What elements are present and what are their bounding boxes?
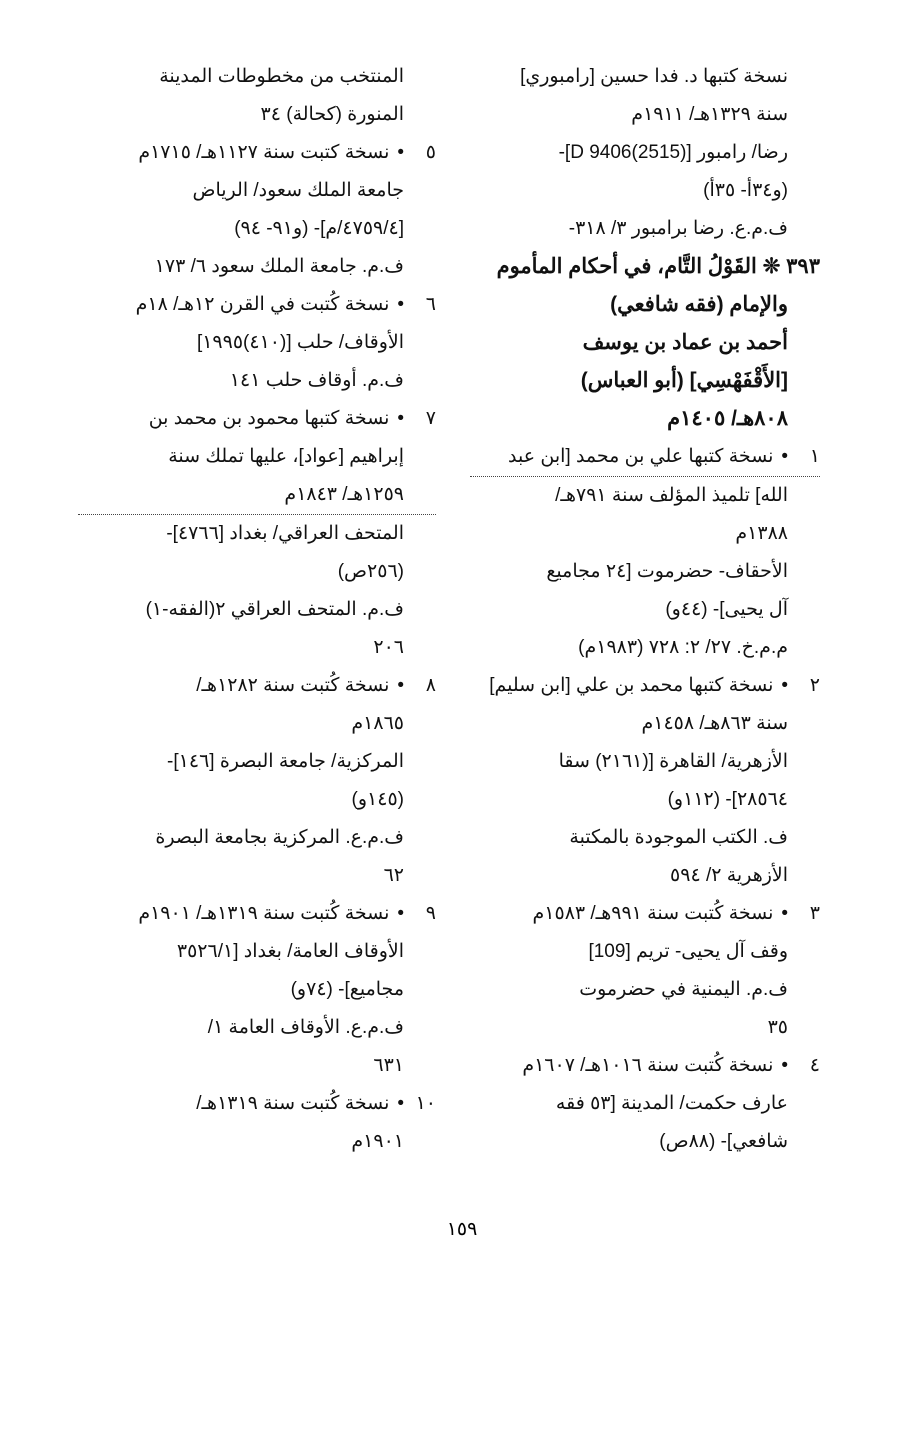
item-line: ف.م.ع. المركزية بجامعة البصرة (155, 827, 404, 848)
item-line: ف. الكتب الموجودة بالمكتبة (569, 827, 788, 848)
item-line: م.م.خ. ٢٧/ ٢: ٧٢٨ (١٩٨٣م) (578, 637, 788, 658)
item-line: ٦٣١ (373, 1055, 404, 1076)
list-item (78, 667, 436, 705)
item-line: الأوقاف العامة/ بغداد [٣٥٢٦/١ (176, 941, 404, 962)
item-line: نسخة كتبها محمد بن علي [ابن سليم] (489, 675, 774, 696)
item-line: ٦٢ (383, 865, 404, 886)
entry-heading (470, 248, 820, 286)
item-line: نسخة كُتبت سنة ١٣١٩هـ/ (196, 1093, 390, 1114)
item-number: ٩ (425, 903, 436, 924)
item-line: نسخة كُتبت في القرن ١٢هـ/ ١٨م (135, 294, 390, 315)
list-item (470, 895, 820, 933)
item-line: ١٩٠١م (351, 1131, 404, 1152)
item-line: نسخة كُتبت سنة ٩٩١هـ/ ١٥٨٣م (532, 903, 774, 924)
item-line: المركزية/ جامعة البصرة [١٤٦]- (167, 751, 404, 772)
item-line: إبراهيم [عواد]، عليها تملك سنة (168, 446, 404, 467)
item-number: ٦ (425, 294, 436, 315)
item-line: الله] تلميذ المؤلف سنة ٧٩١هـ/ (470, 476, 820, 515)
entry-author-date: ٨٠٨هـ/ ١٤٠٥م (667, 407, 788, 430)
entry-author: [الأَقْفَهْسِي] (أبو العباس) (580, 369, 788, 392)
page-number: ١٥٩ (446, 1219, 478, 1240)
item-line: نسخة كُتبت سنة ١٢٨٢هـ/ (196, 675, 390, 696)
item-line: مجاميع]- (٧٤و) (290, 979, 404, 1000)
item-line: ٢٠٦ (373, 637, 404, 658)
item-line: ف.م. اليمنية في حضرموت (579, 979, 788, 1000)
item-line: الأوقاف/ حلب [(٤١٠)١٩٩٥] (196, 332, 404, 353)
bullet-icon: • (397, 903, 405, 924)
bullet-icon: • (397, 294, 405, 315)
item-line: وقف آل يحيى- تريم [109] (588, 941, 788, 962)
left-column (78, 58, 436, 1161)
item-line: آل يحيى]- (٤٤و) (665, 599, 788, 620)
item-line: الأحقاف- حضرموت [٢٤ مجاميع (546, 561, 788, 582)
right-column (470, 58, 820, 1161)
text-line: المنورة (كحالة) ٣٤ (260, 104, 404, 125)
item-line: سنة ٨٦٣هـ/ ١٤٥٨م (641, 713, 788, 734)
item-number: ٤ (809, 1055, 820, 1076)
list-item (78, 400, 436, 438)
item-line: عارف حكمت/ المدينة [٥٣ فقه (555, 1093, 788, 1114)
list-item (470, 1047, 820, 1085)
item-line: الأزهرية ٢/ ٥٩٤ (670, 865, 788, 886)
entry-title-cont: والإمام (فقه شافعي) (610, 293, 788, 316)
list-item (470, 438, 820, 476)
item-line: نسخة كتبت سنة ١١٢٧هـ/ ١٧١٥م (138, 142, 390, 163)
text-line: سنة ١٣٢٩هـ/ ١٩١١م (631, 104, 788, 125)
bullet-icon: • (781, 446, 789, 467)
list-item (78, 1085, 436, 1123)
item-line: نسخة كتبها محمود بن محمد بن (148, 408, 390, 429)
bullet-icon: • (397, 142, 405, 163)
item-line: ٣٥ (767, 1017, 788, 1038)
list-item (470, 667, 820, 705)
item-line: الأزهرية/ القاهرة [(٢١٦١) سقا (558, 751, 788, 772)
item-line: ف.م. المتحف العراقي ٢(الفقه-١) (145, 599, 404, 620)
text-line: ف.م.ع. رضا برامبور ٣/ ٣١٨- (568, 218, 788, 239)
list-item (78, 895, 436, 933)
text-line: المنتخب من مخطوطات المدينة (159, 66, 404, 87)
item-line: (٢٥٦ص) (337, 561, 404, 582)
list-item (78, 134, 436, 172)
item-number: ٥ (425, 142, 436, 163)
item-line: شافعي]- (٨٨ص) (659, 1131, 788, 1152)
item-number: ٨ (425, 675, 436, 696)
item-line: [٤٧٥٩/٤/م]- (و٩١- ٩٤) (234, 218, 404, 239)
bullet-icon: • (781, 903, 789, 924)
entry-number: ٣٩٣ (786, 255, 820, 278)
item-number: ١٠ (415, 1093, 436, 1114)
item-line: ١٨٦٥م (351, 713, 404, 734)
item-line: ١٣٨٨م (735, 523, 788, 544)
entry-title: القَوْلُ التَّام، في أحكام المأموم (496, 255, 757, 278)
list-item (78, 286, 436, 324)
bullet-icon: • (781, 1055, 789, 1076)
item-line: ٢٨٥٦٤]- (١١٢و) (667, 789, 788, 810)
item-number: ٧ (425, 408, 436, 429)
item-line: نسخة كُتبت سنة ١٣١٩هـ/ ١٩٠١م (138, 903, 390, 924)
entry-author: أحمد بن عماد بن يوسف (582, 331, 788, 354)
text-line: نسخة كتبها د. فدا حسين [رامبوري] (520, 66, 788, 87)
asterisk-icon: ❊ (762, 255, 781, 278)
item-line: نسخة كُتبت سنة ١٠١٦هـ/ ١٦٠٧م (522, 1055, 774, 1076)
item-line: جامعة الملك سعود/ الرياض (192, 180, 404, 201)
text-line: (و٣٤أ- ٣٥أ) (703, 180, 788, 201)
item-line: (١٤٥و) (351, 789, 404, 810)
item-line: المتحف العراقي/ بغداد [٤٧٦٦]- (78, 514, 436, 553)
item-number: ٢ (809, 675, 820, 696)
item-number: ٣ (809, 903, 820, 924)
item-line: نسخة كتبها علي بن محمد [ابن عبد (508, 446, 774, 467)
bullet-icon: • (397, 675, 405, 696)
text-line: رضا/ رامبور [D 9406(2515)]- (558, 142, 788, 163)
bullet-icon: • (397, 1093, 405, 1114)
item-line: ١٢٥٩هـ/ ١٨٤٣م (284, 484, 404, 505)
item-line: ف.م.ع. الأوقاف العامة ١/ (207, 1017, 404, 1038)
bullet-icon: • (781, 675, 789, 696)
bullet-icon: • (397, 408, 405, 429)
item-number: ١ (809, 446, 820, 467)
item-line: ف.م. أوقاف حلب ١٤١ (229, 370, 404, 391)
item-line: ف.م. جامعة الملك سعود ٦/ ١٧٣ (154, 256, 404, 277)
